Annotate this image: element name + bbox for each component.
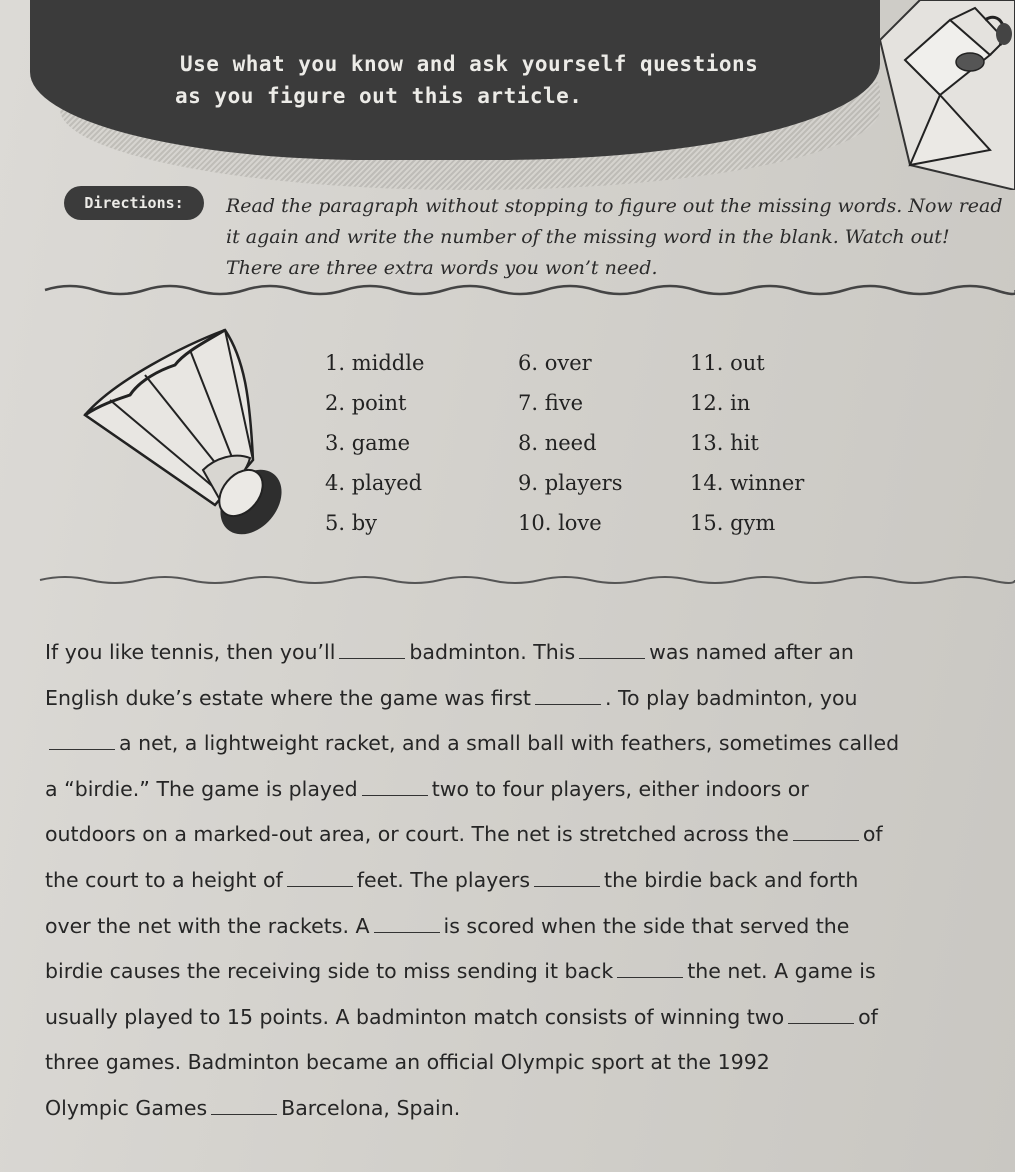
passage-text: usually played to 15 points. A badminton match consists of winning two xyxy=(45,1004,785,1029)
word-bank-item: 1. middle xyxy=(325,351,425,375)
passage-text: outdoors on a marked-out area, or court. The net is stretched across the xyxy=(45,822,789,847)
passage-text: badminton. This xyxy=(409,640,576,664)
passage-text: feet. The players xyxy=(356,867,531,892)
passage-line xyxy=(45,767,1005,813)
passage-text: birdie causes the receiving side to miss sending it back xyxy=(45,959,614,984)
answer-blank[interactable] xyxy=(579,639,645,659)
answer-blank[interactable] xyxy=(535,685,601,705)
passage-text: three games. Badminton became an official Olympic sport at the 1992 xyxy=(45,1050,770,1075)
answer-blank[interactable] xyxy=(362,776,428,796)
word-bank-item: 8. need xyxy=(518,431,597,455)
passage-text: Olympic Games xyxy=(45,1095,208,1120)
word-bank-item: 4. played xyxy=(325,471,423,495)
answer-blank[interactable] xyxy=(617,958,683,978)
wavy-divider-top xyxy=(0,278,1015,298)
word-bank-item: 6. over xyxy=(518,351,592,375)
passage-text: was named after an xyxy=(649,640,854,664)
word-bank-item: 7. five xyxy=(518,391,584,415)
passage-text: of xyxy=(862,822,883,847)
directions-line-1: Read the paragraph without stopping to figure out the missing words. Now read xyxy=(226,195,1003,217)
passage-line xyxy=(45,721,1005,767)
word-bank-item: 2. point xyxy=(325,391,407,415)
word-bank-item: 10. love xyxy=(518,511,602,535)
answer-blank[interactable] xyxy=(534,867,600,887)
directions-line-3: There are three extra words you won’t need. xyxy=(226,257,658,279)
passage-text: over the net with the rackets. A xyxy=(45,913,370,938)
answer-blank[interactable] xyxy=(49,730,115,750)
header-line-2: as you figure out this article. xyxy=(175,84,583,108)
passage-text: the net. A game is xyxy=(687,959,876,984)
word-bank-item: 3. game xyxy=(325,431,411,455)
shuttlecock-icon xyxy=(75,320,305,550)
word-bank-column-2 xyxy=(518,343,623,543)
word-bank-item: 15. gym xyxy=(690,511,776,535)
passage-text: the court to a height of xyxy=(45,867,283,892)
directions-badge: Directions: xyxy=(64,186,204,220)
passage-text: English duke’s estate where the game was first xyxy=(45,685,531,710)
word-bank-item: 9. players xyxy=(518,471,623,495)
passage-line xyxy=(45,1040,1005,1086)
passage-text: the birdie back and forth xyxy=(604,867,859,892)
wavy-divider-bottom xyxy=(0,572,1015,592)
answer-blank[interactable] xyxy=(374,913,440,933)
word-bank-item: 5. by xyxy=(325,511,378,535)
answer-blank[interactable] xyxy=(287,867,353,887)
passage-line xyxy=(45,949,1005,995)
word-bank-item: 14. winner xyxy=(690,471,805,495)
answer-blank[interactable] xyxy=(788,1004,854,1024)
passage-text: two to four players, either indoors or xyxy=(431,776,809,801)
word-bank-column-3 xyxy=(690,343,804,543)
passage-line xyxy=(45,676,1005,722)
passage xyxy=(45,630,1005,1132)
word-bank-item: 13. hit xyxy=(690,431,759,455)
passage-text: Barcelona, Spain. xyxy=(281,1095,461,1120)
header-line-1: Use what you know and ask yourself questions xyxy=(180,52,759,76)
answer-blank[interactable] xyxy=(793,821,859,841)
passage-line xyxy=(45,812,1005,858)
corner-illustration-icon xyxy=(880,0,1015,190)
passage-line xyxy=(45,1086,1005,1132)
passage-text: of xyxy=(858,1004,878,1029)
answer-blank[interactable] xyxy=(211,1095,277,1115)
passage-text: If you like tennis, then you’ll xyxy=(45,640,336,664)
word-bank-item: 11. out xyxy=(690,351,765,375)
passage-line xyxy=(45,904,1005,950)
directions-text xyxy=(226,191,1001,284)
passage-line xyxy=(45,630,1005,676)
passage-text: a net, a lightweight racket, and a small ball with feathers, sometimes called xyxy=(119,731,900,756)
answer-blank[interactable] xyxy=(339,639,405,659)
passage-line xyxy=(45,995,1005,1041)
word-bank-item: 12. in xyxy=(690,391,751,415)
directions-line-2: it again and write the number of the missing word in the blank. Watch out! xyxy=(226,226,950,248)
passage-text: is scored when the side that served the xyxy=(443,913,850,938)
word-bank-column-1 xyxy=(325,343,424,543)
passage-line xyxy=(45,858,1005,904)
passage-text: a “birdie.” The game is played xyxy=(45,776,358,801)
passage-text: . To play badminton, you xyxy=(604,685,858,710)
